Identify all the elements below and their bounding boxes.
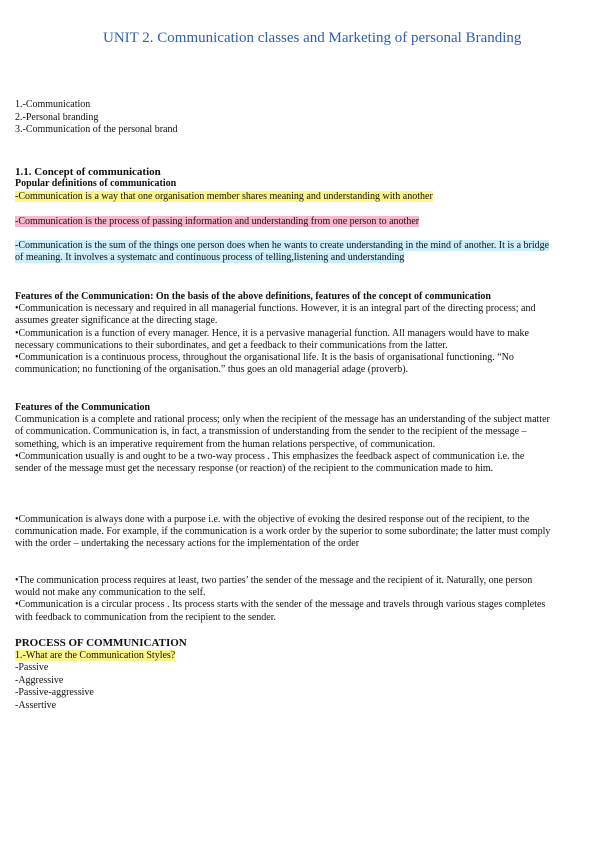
definition-2 — [15, 216, 551, 228]
style-item-passive-aggressive: -Passive-aggressive — [15, 687, 94, 698]
features-section-1 — [15, 291, 551, 376]
section-concept — [15, 166, 551, 190]
features-paragraph: Communication is a complete and rational process; only when the recipient of the message has an understanding of the subject matter of communication. Communication is, in fact, a transmission of understanding from the sender to the recipient of the message – something, which is an imperative requirement from the human relations perspective, of communication. — [15, 414, 550, 450]
features-paragraph-purpose: •Communication is always done with a purpose i.e. with the objective of evoking the desired response out of the recipient, to the communication made. For example, if the communication is a work order by the superior to some subordinate; the latter must comply with the order – undertaking the necessary actions for the implementation of the order — [15, 514, 551, 550]
toc-item-personal-branding: 2.-Personal branding — [15, 111, 99, 123]
definition-1 — [15, 191, 551, 203]
definition-3 — [15, 240, 551, 264]
features-item: •Communication is a function of every manager. Hence, it is a pervasive managerial function. All managers would have to make necessary communications to their subordinates, and get a feedback to their communications from the latter. — [15, 327, 529, 351]
features-heading-2: Features of the Communication — [15, 402, 151, 413]
features-paragraph: •Communication usually is and ought to be a two-way process . This emphasizes the feedback aspect of communication i.e. the sender of the message must get the necessary response (or reaction) of the recipient to the communication made to him. — [15, 450, 525, 475]
definition-2-text: -Communication is the process of passing information and understanding from one person to another — [15, 216, 420, 227]
features-item: •Communication is necessary and required in all managerial functions. However, it is an integral part of the directing process; and assumes greater significance at the directing stage. — [15, 303, 536, 327]
section-heading: 1.1. Concept of communication — [15, 166, 161, 178]
definition-1-text: -Communication is a way that one organisation member shares meaning and understanding with another — [15, 191, 433, 202]
section-subheading: Popular definitions of communication — [15, 178, 177, 190]
toc-item-personal-brand-communication: 3.-Communication of the personal brand — [15, 124, 178, 135]
style-item-passive: -Passive — [15, 662, 49, 673]
style-item-aggressive: -Aggressive — [15, 674, 64, 686]
features-section-2 — [15, 402, 551, 475]
document-title: UNIT 2. Communication classes and Marketing of personal Branding — [103, 30, 522, 46]
features-paragraph-parties: •The communication process requires at least, two parties’ the sender of the message and the recipient of it. Naturally, one person would not make any communication to the self. •Communication is a circular process . Its process starts with the sender of the message and travels through various stages completes with feedback to communication from the recipient to the sender. — [15, 575, 546, 623]
process-question: 1.-What are the Communication Styles? — [15, 649, 176, 661]
table-of-contents — [15, 99, 177, 137]
features-item: •Communication is a continuous process, throughout the organisational life. It is the basis of organisational functioning. “No communication; no functioning of the organisation.” thus goes an old managerial adage (proverb). — [15, 352, 514, 376]
features-heading-1: Features of the Communication: On the basis of the above definitions, features of the concept of communication — [15, 291, 491, 302]
process-heading: PROCESS OF COMMUNICATION — [15, 637, 187, 649]
toc-item-communication: 1.-Communication — [15, 99, 91, 110]
definition-3-text: -Communication is the sum of the things one person does when he wants to create understanding in the mind of another. It is a bridge of meaning. It involves a systematc and continuous process of telling,listening and understanding — [15, 240, 550, 264]
style-item-assertive: -Assertive — [15, 699, 57, 711]
process-section — [15, 637, 551, 712]
